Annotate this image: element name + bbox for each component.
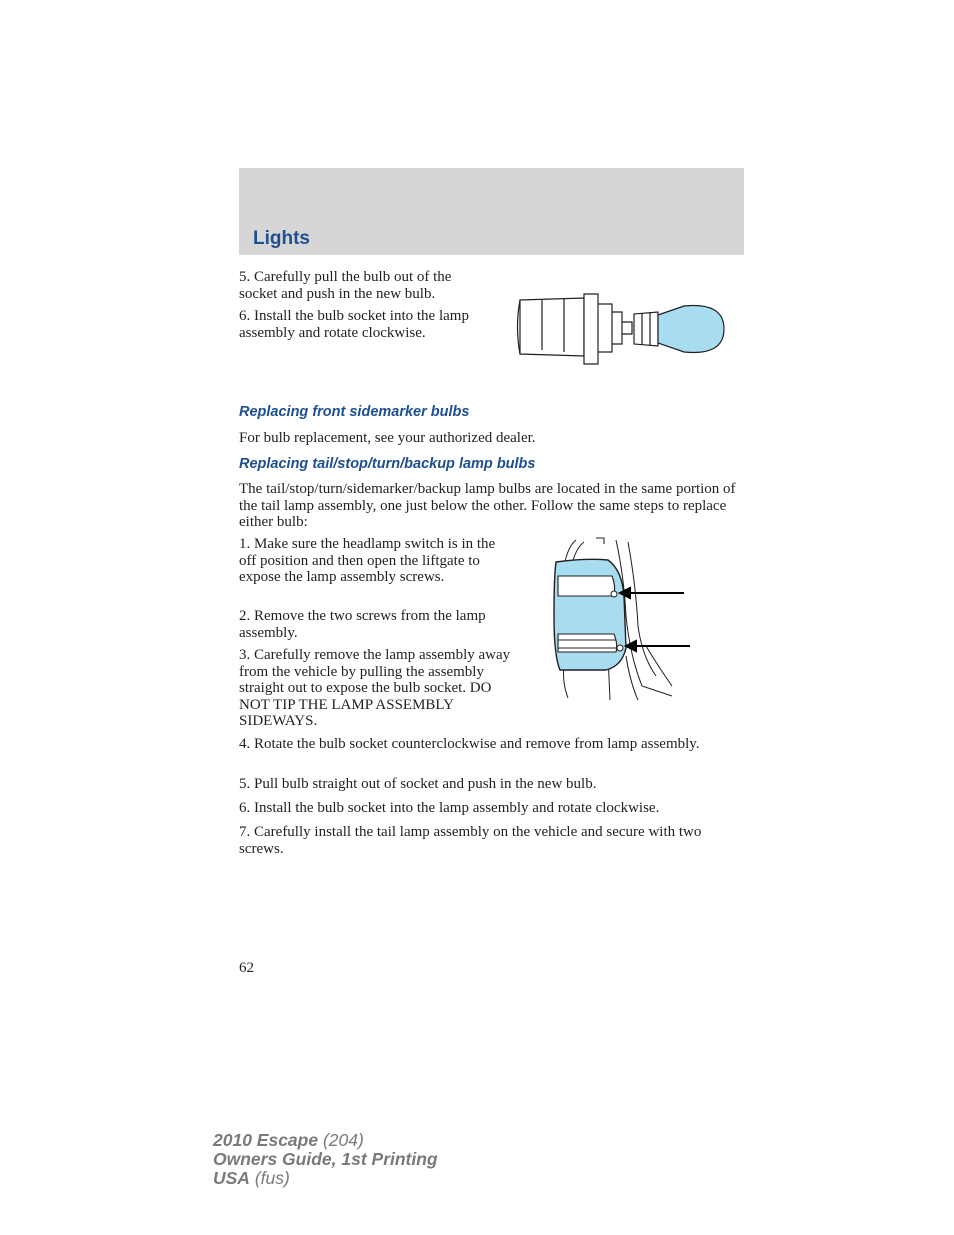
tail-step-3: 3. Carefully remove the lamp assembly away from the vehicle by pulling the assembly straight out to expose the bulb socket. DO NOT TIP THE LAMP ASSEMBLY SIDEWAYS. — [239, 647, 511, 729]
tail-lamp-intro: The tail/stop/turn/sidemarker/backup lamp bulbs are located in the same portion of the tail lamp assembly, one just below the other. Follow the same steps to replace either bulb: — [239, 481, 736, 530]
document-footer — [213, 1131, 438, 1188]
bulb-glass — [658, 305, 724, 352]
section-title: Lights — [253, 228, 310, 249]
tail-step-4: 4. Rotate the bulb socket counterclockwise and remove from lamp assembly. — [239, 736, 700, 752]
page-number: 62 — [239, 960, 254, 976]
footer-line-1: 2010 Escape (204) — [213, 1130, 364, 1150]
section-header-band — [239, 168, 744, 255]
tail-step-6: 6. Install the bulb socket into the lamp assembly and rotate clockwise. — [239, 800, 660, 816]
bulb-step-5: 5. Carefully pull the bulb out of the socket and push in the new bulb. — [239, 269, 452, 302]
lamp-screw-upper — [611, 591, 617, 597]
footer-line-3: USA (fus) — [213, 1168, 290, 1188]
arrow-lower — [626, 641, 690, 651]
tail-step-7: 7. Carefully install the tail lamp assembly on the vehicle and secure with two screws. — [239, 824, 702, 857]
front-sidemarker-text: For bulb replacement, see your authorized dealer. — [239, 430, 536, 446]
tail-lamp-illustration — [546, 536, 694, 700]
tail-step-1: 1. Make sure the headlamp switch is in the off position and then open the liftgate to expose the lamp assembly screws. — [239, 536, 496, 585]
bulb-step-6: 6. Install the bulb socket into the lamp assembly and rotate clockwise. — [239, 308, 469, 341]
bulb-socket-illustration — [512, 288, 732, 370]
footer-line-2: Owners Guide, 1st Printing — [213, 1149, 438, 1169]
lamp-screw-lower — [617, 645, 623, 651]
heading-front-sidemarker: Replacing front sidemarker bulbs — [239, 404, 470, 420]
arrow-upper — [620, 588, 684, 598]
tail-step-5: 5. Pull bulb straight out of socket and push in the new bulb. — [239, 776, 597, 792]
heading-tail-lamp: Replacing tail/stop/turn/backup lamp bulbs — [239, 456, 536, 472]
tail-step-2: 2. Remove the two screws from the lamp assembly. — [239, 608, 486, 641]
